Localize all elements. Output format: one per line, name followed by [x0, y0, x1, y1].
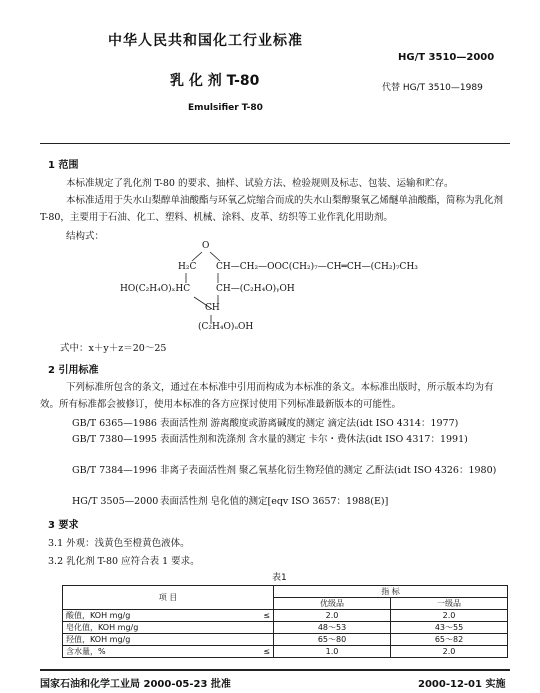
- effective-date: 2000-12-01 实施: [418, 679, 506, 690]
- structural-formula: [0, 0, 540, 340]
- standard-number: HG/T 3510—2000: [398, 52, 495, 63]
- reference-description: 表面活性剂 游离酸度或游离碱度的测定 滴定法(idt ISO 4314：1977): [160, 418, 459, 429]
- row-superior-value: 48～53: [274, 622, 391, 634]
- document-title: 乳 化 剂 T-80: [170, 73, 260, 89]
- column-header-superior: 优级品: [274, 598, 391, 610]
- row-first-value: 2.0: [391, 610, 508, 622]
- reference-description: 表面活性剂 皂化值的测定[eqv ISO 3657：1988(E)]: [160, 496, 389, 507]
- row-operator: [253, 634, 274, 646]
- row-name: 皂化值，KOH mg/g: [63, 622, 254, 634]
- footer-divider: [40, 669, 510, 671]
- requirement-3-1: 3.1 外观：浅黄色至橙黄色液体。: [48, 538, 190, 549]
- row-operator: [253, 622, 274, 634]
- section-1-heading: 1 范围: [48, 160, 79, 171]
- table-header-row: [63, 586, 508, 598]
- row-superior-value: 1.0: [274, 646, 391, 658]
- formula-chain: CH—CH₂—OOC(CH₂)₇—CH═CH—(CH₂)₇CH₃: [216, 262, 418, 272]
- reference-code: GB/T 7380—1995: [72, 434, 157, 445]
- row-name: 含水量，%: [63, 646, 254, 658]
- reference-code: HG/T 3505—2000: [72, 496, 159, 507]
- reference-item: [72, 463, 512, 495]
- row-superior-value: 65～80: [274, 634, 391, 646]
- formula-bottom-group: (C₂H₄O)ᵤOH: [198, 322, 254, 332]
- requirements-table: [62, 585, 508, 658]
- table-row: [63, 622, 508, 634]
- section-1-paragraph-1: 本标准规定了乳化剂 T-80 的要求、抽样、试验方法、检验规则及标志、包装、运输和贮存。: [66, 178, 454, 189]
- row-name: 羟值，KOH mg/g: [63, 634, 254, 646]
- section-1-paragraph-2: 本标准适用于失水山梨醇单油酸酯与环氧乙烷缩合而成的失水山梨醇聚氧乙烯醚单油酸酯，简称为乳化剂 T-80，主要用于石油、化工、塑料、机械、涂料、皮革、纺织等工业作乳化用助剂。: [40, 195, 504, 223]
- table-row: [63, 634, 508, 646]
- reference-item: [72, 494, 512, 510]
- section-3-heading: 3 要求: [48, 520, 79, 531]
- section-2-intro: 下列标准所包含的条文，通过在本标准中引用而构成为本标准的条文。本标准出版时，所示版本均为有效。所有标准都会被修订，使用本标准的各方应探讨使用下列标准最新版本的可能性。: [40, 382, 494, 410]
- reference-item: [72, 432, 512, 464]
- row-first-value: 65～82: [391, 634, 508, 646]
- requirement-3-2: 3.2 乳化剂 T-80 应符合表 1 要求。: [48, 556, 200, 567]
- row-superior-value: 2.0: [274, 610, 391, 622]
- row-operator: ≤: [253, 646, 274, 658]
- reference-item: [72, 416, 512, 432]
- column-header-first-grade: 一级品: [391, 598, 508, 610]
- section-2-heading: 2 引用标准: [48, 365, 99, 376]
- approval-line: 国家石油和化学工业局 2000-05-23 批准: [40, 679, 231, 690]
- reference-code: GB/T 7384—1996: [72, 465, 157, 476]
- formula-mid-group: CH—(C₂H₄O)ᵧOH: [216, 284, 295, 294]
- row-first-value: 2.0: [391, 646, 508, 658]
- formula-left-group: HO(C₂H₄O)ₓHC: [120, 284, 191, 294]
- reference-code: GB/T 6365—1986: [72, 418, 157, 429]
- title-english: Emulsifier T-80: [188, 103, 263, 113]
- formula-h2c: H₂C: [178, 262, 197, 272]
- reference-description: 非离子表面活性剂 聚乙氧基化衍生物羟值的测定 乙酐法(idt ISO 4326：1980): [160, 465, 497, 476]
- row-first-value: 43～55: [391, 622, 508, 634]
- column-header-index: 指 标: [274, 586, 508, 598]
- structure-label: 结构式：: [66, 231, 105, 242]
- table-row: [63, 646, 508, 658]
- org-title: 中华人民共和国化工行业标准: [108, 33, 303, 49]
- formula-oxygen: O: [202, 241, 210, 251]
- table-row: [63, 610, 508, 622]
- table-caption: 表1: [272, 573, 287, 583]
- formula-ch: CH: [205, 303, 220, 313]
- formula-note: 式中：x＋y＋z＝20～25: [60, 343, 167, 354]
- column-header-item: 项 目: [63, 586, 274, 610]
- replaces-standard: 代替 HG/T 3510—1989: [382, 83, 483, 93]
- row-operator: ≤: [253, 610, 274, 622]
- row-name: 酸值，KOH mg/g: [63, 610, 254, 622]
- reference-description: 表面活性剂和洗涤剂 含水量的测定 卡尔・费休法(idt ISO 4317：1991): [160, 434, 468, 445]
